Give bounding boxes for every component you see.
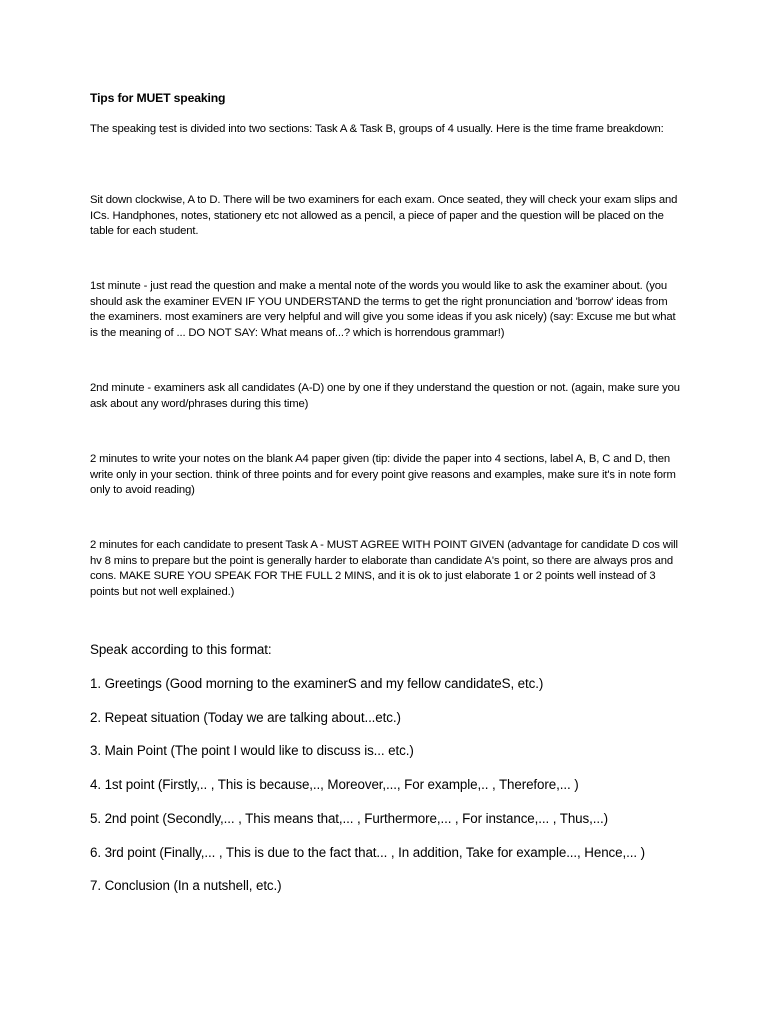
document-title: Tips for MUET speaking	[90, 91, 226, 105]
format-item-conclusion: 7. Conclusion (In a nutshell, etc.)	[90, 878, 282, 893]
second-minute-paragraph: 2nd minute - examiners ask all candidates (A-D) one by one if they understand the question or not. (again, make sure you ask about any word/phrases during this time)	[90, 382, 680, 410]
format-item-first-point: 4. 1st point (Firstly,.. , This is because,.., Moreover,..., For example,.. , Therefore,... )	[90, 777, 579, 792]
format-heading: Speak according to this format:	[90, 642, 272, 657]
format-item-third-point: 6. 3rd point (Finally,... , This is due to the fact that... , In addition, Take for example..., Hence,... )	[90, 845, 645, 860]
format-item-repeat-situation: 2. Repeat situation (Today we are talking about...etc.)	[90, 710, 401, 725]
intro-paragraph: The speaking test is divided into two sections: Task A & Task B, groups of 4 usually. Here is the time frame breakdown:	[90, 123, 664, 135]
notes-paragraph: 2 minutes to write your notes on the blank A4 paper given (tip: divide the paper into 4 sections, label A, B, C and D, then write only in your section. think of three points and for every point give reasons and examples, make sure it's in note form only to avoid reading)	[90, 453, 676, 497]
first-minute-paragraph: 1st minute - just read the question and make a mental note of the words you would like to ask the examiner about. (you should ask the examiner EVEN IF YOU UNDERSTAND the terms to get the right pronunciation and 'borrow' ideas from the examiners. most examiners are very helpful and will give you some ideas if you ask nicely) (say: Excuse me but what is the meaning of ... DO NOT SAY: What means of...? which is horrendous grammar!)	[90, 280, 676, 339]
format-item-greetings: 1. Greetings (Good morning to the examinerS and my fellow candidateS, etc.)	[90, 676, 544, 691]
format-item-second-point: 5. 2nd point (Secondly,... , This means that,... , Furthermore,... , For instance,... , Thus,...)	[90, 811, 608, 826]
presentation-paragraph: 2 minutes for each candidate to present Task A - MUST AGREE WITH POINT GIVEN (advantage for candidate D cos will hv 8 mins to prepare but the point is generally harder to elaborate than candidate A's point, so there are always pros and cons. MAKE SURE YOU SPEAK FOR THE FULL 2 MINS, and it is ok to just elaborate 1 or 2 points well instead of 3 points but not well explained.)	[90, 539, 678, 598]
format-item-main-point: 3. Main Point (The point I would like to discuss is... etc.)	[90, 743, 414, 758]
seating-paragraph: Sit down clockwise, A to D. There will be two examiners for each exam. Once seated, they will check your exam slips and ICs. Handphones, notes, stationery etc not allowed as a pencil, a piece of paper and the question will be placed on the table for each student.	[90, 194, 678, 238]
